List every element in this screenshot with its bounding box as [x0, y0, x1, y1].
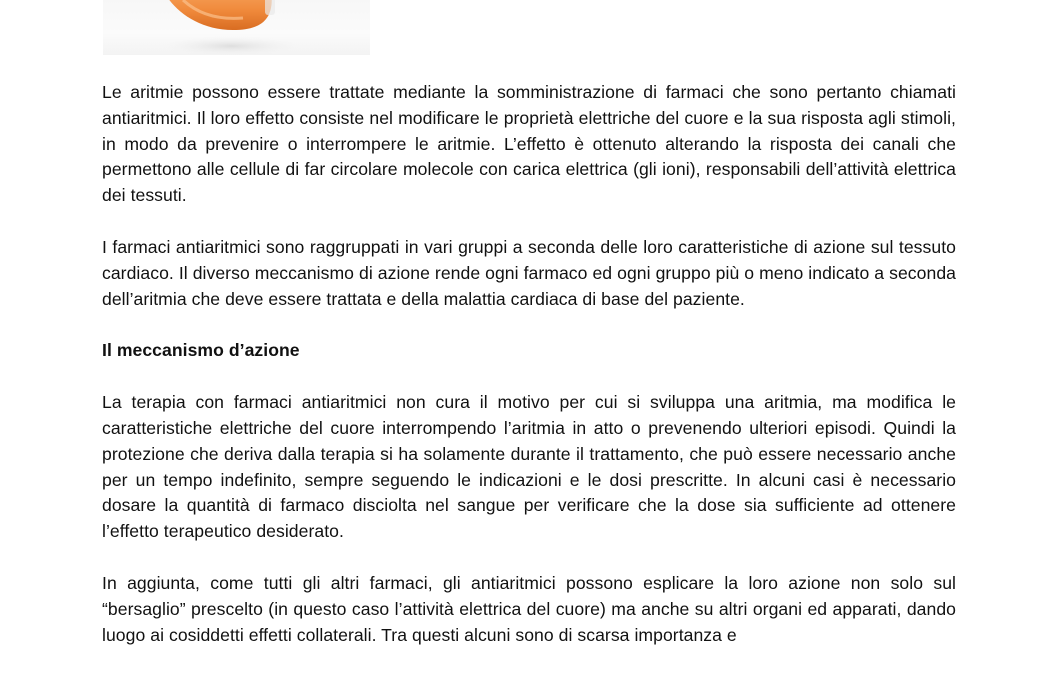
paragraph-intro: Le aritmie possono essere trattate mediante la somministrazione di farmaci che sono pertanto chiamati antiaritmici. Il loro effetto consiste nel modificare le proprietà elettriche del cuore e la sua risposta agli stimoli, in modo da prevenire o interrompere le aritmie. L’effetto è ottenuto alterando la risposta dei canali che permettono alle cellule di far circolare molecole con carica elettrica (gli ioni), responsabili dell’attività elettrica dei tessuti. — [102, 82, 956, 206]
orange-pill-photo-icon — [103, 0, 370, 55]
section-heading: Il meccanismo d’azione — [102, 340, 300, 361]
pill-photo — [103, 0, 370, 55]
article-body — [102, 80, 956, 648]
paragraph-side-effects: In aggiunta, come tutti gli altri farmaci, gli antiaritmici possono esplicare la loro azione non solo sul “bersaglio” prescelto (in questo caso l’attività elettrica del cuore) ma anche su altri organi ed apparati, dando luogo ai cosiddetti effetti collaterali. Tra questi alcuni sono di scarsa importanza e — [102, 572, 956, 645]
paragraph-groups: I farmaci antiaritmici sono raggruppati in vari gruppi a seconda delle loro caratteristiche di azione sul tessuto cardiaco. Il diverso meccanismo di azione rende ogni farmaco ed ogni gruppo più o meno indicato a seconda dell’aritmia che deve essere trattata e della malattia cardiaca di base del paziente. — [102, 236, 956, 309]
paragraph-therapy: La terapia con farmaci antiaritmici non cura il motivo per cui si sviluppa una aritmia, ma modifica le caratteristiche elettriche del cuore interrompendo l’aritmia in atto o prevenendo ulteriori episodi. Quindi la protezione che deriva dalla terapia si ha solamente durante il trattamento, che può essere necessario anche per un tempo indefinito, sempre seguendo le indicazioni e le dosi prescritte. In alcuni casi è necessario dosare la quantità di farmaco disciolta nel sangue per verificare che la dose sia sufficiente ad ottenere l’effetto terapeutico desiderato. — [102, 392, 956, 542]
